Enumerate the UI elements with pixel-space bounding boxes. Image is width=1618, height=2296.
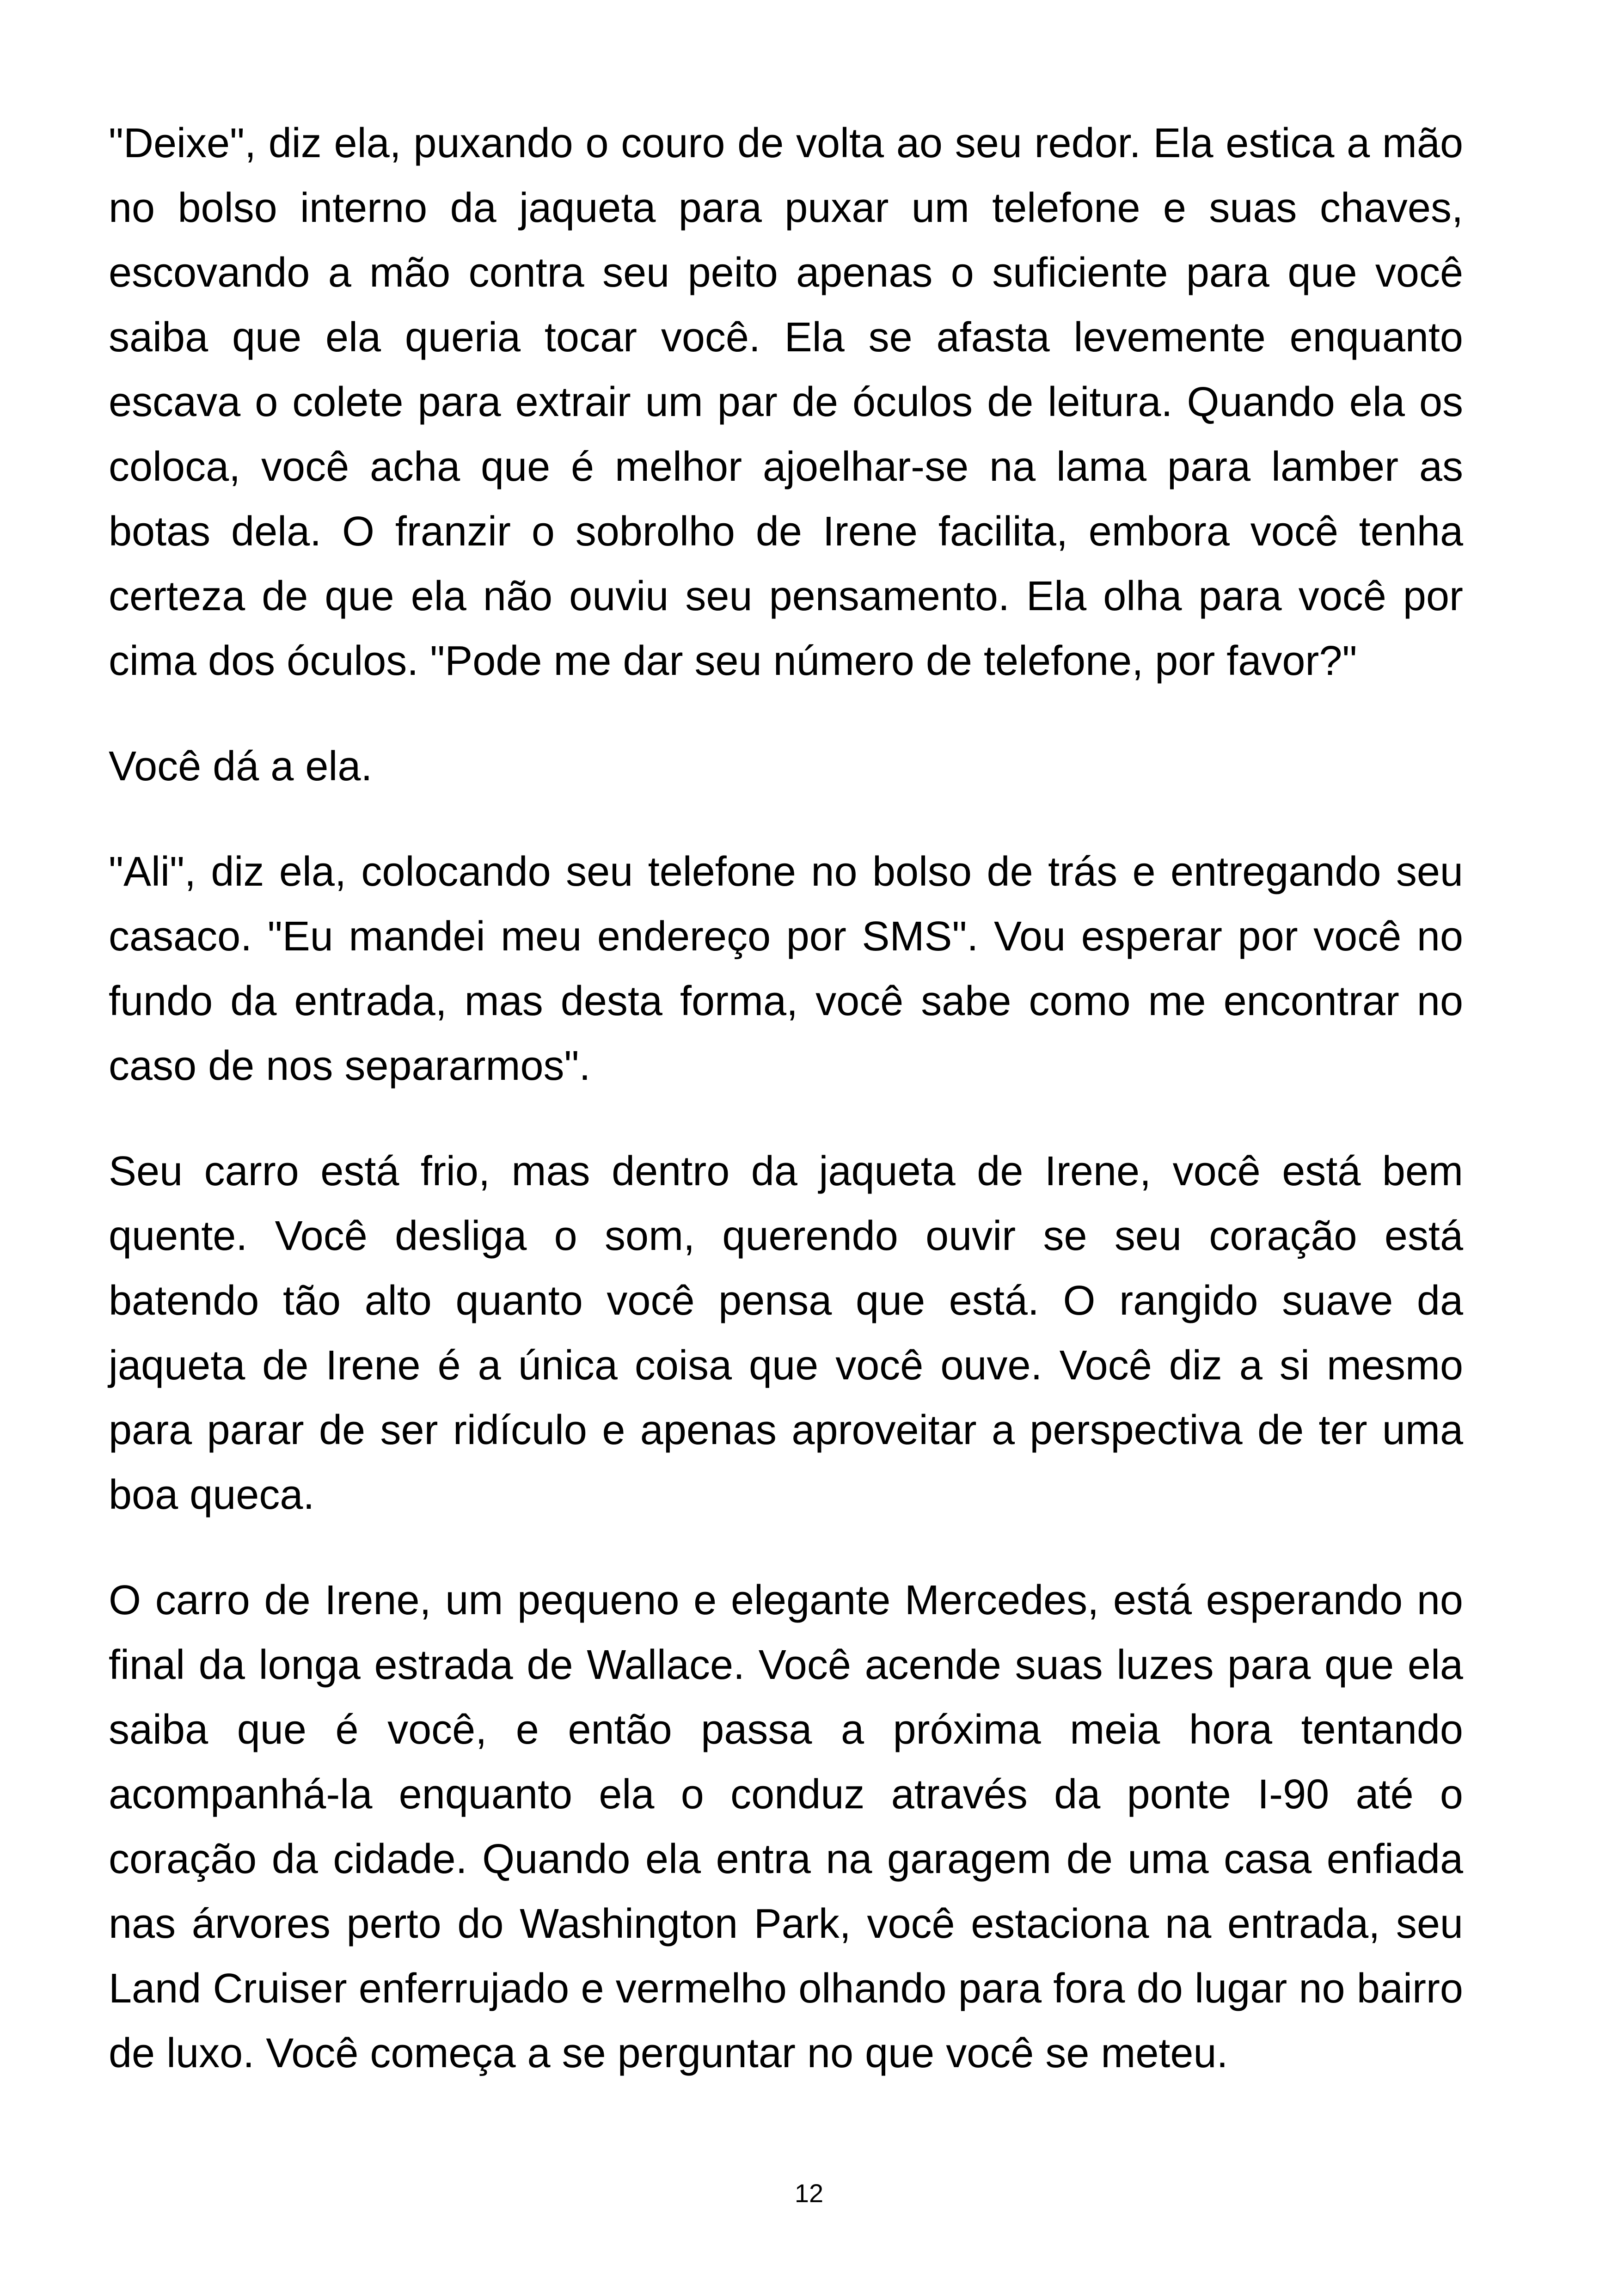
paragraph-5: O carro de Irene, um pequeno e elegante Mercedes, está esperando no final da longa estrada de Wallace. Você acende suas luzes para que ela saiba que é você, e então passa a próxima meia hora tentando acompanhá-la enquanto ela o conduz através da ponte I-90 até o coração da cidade. Quando ela entra na garagem de uma casa enfiada nas árvores perto do Washington Park, você estaciona na entrada, seu Land Cruiser enferrujado e vermelho olhando para fora do lugar no bairro de luxo. Você começa a se perguntar no que você se meteu. <box>109 1577 1463 2076</box>
paragraph-2: Você dá a ela. <box>109 743 373 790</box>
body-text <box>109 111 1463 2126</box>
page-number: 12 <box>794 2179 824 2208</box>
paragraph-4: Seu carro está frio, mas dentro da jaqueta de Irene, você está bem quente. Você desliga o som, querendo ouvir se seu coração está batendo tão alto quanto você pensa que está. O rangido suave da jaqueta de Irene é a única coisa que você ouve. Você diz a si mesmo para parar de ser ridículo e apenas aproveitar a perspectiva de ter uma boa queca. <box>109 1148 1463 1518</box>
paragraph-1: "Deixe", diz ela, puxando o couro de volta ao seu redor. Ela estica a mão no bolso interno da jaqueta para puxar um telefone e suas chaves, escovando a mão contra seu peito apenas o suficiente para que você saiba que ela queria tocar você. Ela se afasta levemente enquanto escava o colete para extrair um par de óculos de leitura. Quando ela os coloca, você acha que é melhor ajoelhar-se na lama para lamber as botas dela. O franzir o sobrolho de Irene facilita, embora você tenha certeza de que ela não ouviu seu pensamento. Ela olha para você por cima dos óculos. "Pode me dar seu número de telefone, por favor?" <box>109 120 1463 684</box>
paragraph-3: "Ali", diz ela, colocando seu telefone no bolso de trás e entregando seu casaco. "Eu mandei meu endereço por SMS". Vou esperar por você no fundo da entrada, mas desta forma, você sabe como me encontrar no caso de nos separarmos". <box>109 849 1463 1089</box>
